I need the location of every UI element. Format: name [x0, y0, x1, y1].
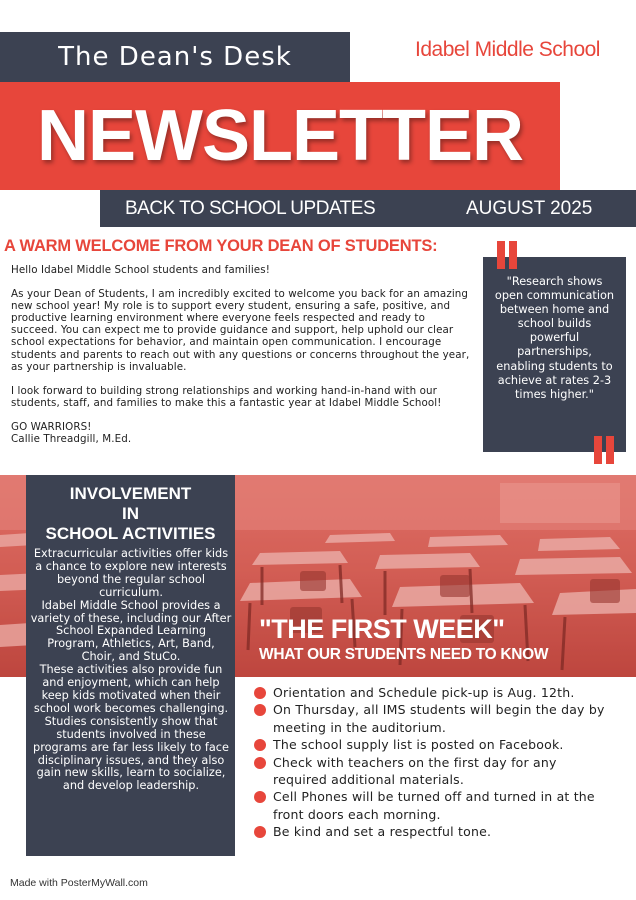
- first-week-subtitle: WHAT OUR STUDENTS NEED TO KNOW: [259, 646, 549, 663]
- newsletter-title: NEWSLETTER: [37, 96, 523, 176]
- letter-paragraph-1: As your Dean of Students, I am incredibly excited to welcome you back for an amazing new school year! My role is to support every student, ensuring a safe, positive, and productive learning environment where everyone feels respected and ready to succeed. You can expect me to provide guidance and support, help uphold our clear school expectations for behavior, and maintain open communication. I encourage students and parents to reach out with any questions or concerns throughout the year, as your partnership is invaluable.: [11, 288, 470, 373]
- involvement-title-line-3: SCHOOL ACTIVITIES: [45, 524, 216, 543]
- greeting: Hello Idabel Middle School students and families!: [11, 264, 270, 276]
- involvement-paragraph-3: These activities also provide fun and enjoyment, which can help keep kids motivated when their school work becomes challenging.: [33, 663, 229, 715]
- involvement-body: [30, 548, 232, 793]
- involvement-title-line-1: INVOLVEMENT: [69, 484, 192, 503]
- open-quote-icon: [497, 241, 519, 269]
- first-week-list: [254, 684, 614, 841]
- involvement-title-line-2: IN: [122, 504, 139, 523]
- involvement-title: [26, 484, 235, 544]
- signature: Callie Threadgill, M.Ed.: [11, 433, 132, 446]
- list-item: Be kind and set a respectful tone.: [254, 823, 614, 840]
- dean-title: The Dean's Desk: [58, 42, 292, 72]
- list-item: Cell Phones will be turned off and turned in at the front doors each morning.: [254, 788, 614, 823]
- bullet-icon: [254, 791, 266, 803]
- involvement-paragraph-2: Idabel Middle School provides a variety of these, including our After School Expanded Learning Program, Athletics, Art, Band, Choir, and StuCo.: [30, 598, 232, 664]
- involvement-paragraph-4: Studies consistently show that students involved in these programs are far less likely to face disciplinary issues, and they also gain new skills, learn to socialize, and develop leadership.: [33, 714, 229, 793]
- involvement-paragraph-1: Extracurricular activities offer kids a chance to explore new interests beyond the regular school curriculum.: [33, 547, 229, 599]
- bullet-icon: [254, 739, 266, 751]
- issue-date: AUGUST 2025: [466, 198, 593, 219]
- school-name: Idabel Middle School: [415, 38, 600, 61]
- close-quote-icon: [594, 436, 616, 464]
- bullet-icon: [254, 704, 266, 716]
- letter-paragraph-2: I look forward to building strong relationships and working hand-in-hand with our students, staff, and families to make this a fantastic year at Idabel Middle School!: [11, 384, 442, 409]
- footer-credit[interactable]: Made with PosterMyWall.com: [10, 877, 148, 889]
- bullet-icon: [254, 757, 266, 769]
- list-item: On Thursday, all IMS students will begin the day by meeting in the auditorium.: [254, 701, 614, 736]
- welcome-heading: A WARM WELCOME FROM YOUR DEAN OF STUDENTS:: [4, 237, 438, 255]
- signoff: GO WARRIORS!: [11, 420, 92, 433]
- bullet-icon: [254, 687, 266, 699]
- list-item: The school supply list is posted on Facebook.: [254, 736, 614, 753]
- first-week-title: "THE FIRST WEEK": [259, 614, 505, 644]
- list-item: Orientation and Schedule pick-up is Aug. 12th.: [254, 684, 614, 701]
- list-item: Check with teachers on the first day for any required additional materials.: [254, 754, 614, 789]
- quote-text: "Research shows open communication between home and school builds powerful partnerships, enabling students to achieve at rates 2-3 times higher.": [494, 275, 615, 401]
- welcome-letter: [11, 264, 474, 445]
- bullet-icon: [254, 826, 266, 838]
- subtitle: BACK TO SCHOOL UPDATES: [125, 198, 376, 219]
